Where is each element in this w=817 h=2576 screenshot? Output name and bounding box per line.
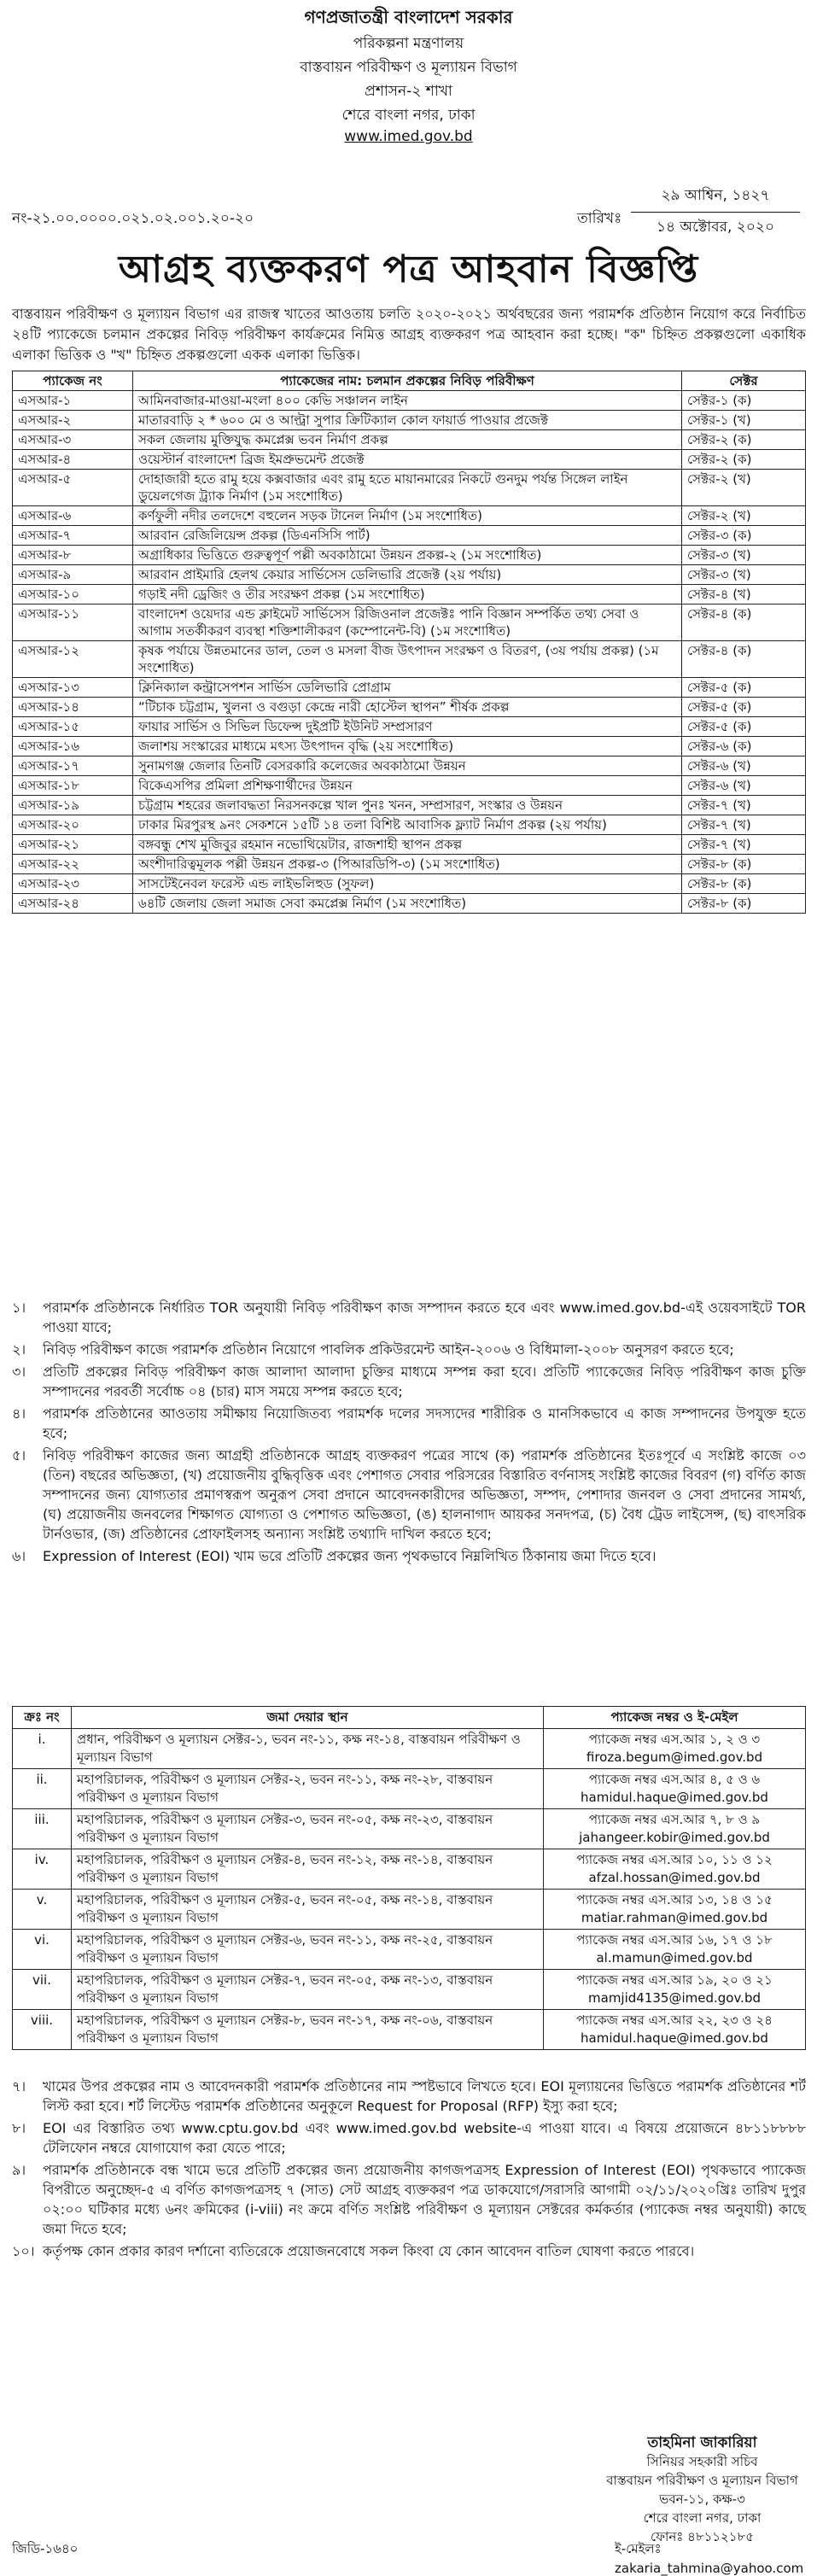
note-text: Expression of Interest (EOI) খাম ভরে প্রতিটি প্রকল্পের জন্য পৃথকভাবে নিম্নলিখিত ঠিকানায় জমা দিতে হবে। [43, 1548, 657, 1564]
submission-serial: vii. [13, 1970, 72, 2010]
note-text: কর্তৃপক্ষ কোন প্রকার কারণ দর্শানো ব্যতিরেকে প্রয়োজনবোধে সকল কিংবা যে কোন আবেদন বাতিল ঘোষণা করতে পারবে। [43, 2243, 695, 2259]
package-sector: সেক্টর-২ (ক) [682, 450, 806, 470]
submission-location: মহাপরিচালক, পরিবীক্ষণ ও মূল্যায়ন সেক্টর-৪, ভবন নং-১২, কক্ষ নং-১৪, বাস্তবায়ন পরিবীক্ষণ ও মূল্যায়ন বিভাগ [72, 1849, 544, 1890]
package-no: এসআর-১৭ [13, 756, 133, 776]
submission-package: প্যাকেজ নম্বর এস.আর ১০, ১১ ও ১২ [576, 1852, 773, 1867]
submission-serial: iv. [13, 1849, 72, 1890]
package-table-header [13, 371, 806, 391]
submission-location: মহাপরিচালক, পরিবীক্ষণ ও মূল্যায়ন সেক্টর-৭, ভবন নং-০৫, কক্ষ নং-১৩, বাস্তবায়ন পরিবীক্ষণ ও মূল্যায়ন বিভাগ [72, 1970, 544, 2010]
note-item [12, 1362, 806, 1401]
package-name: অগ্রাধিকার ভিত্তিতে গুরুত্বপূর্ণ পল্লী অবকাঠামো উন্নয়ন প্রকল্প-২ (১ম সংশোধিত) [133, 546, 682, 565]
note-number: ১। [12, 1300, 26, 1316]
note-item [12, 2160, 806, 2239]
package-sector: সেক্টর-৭ (খ) [682, 835, 806, 855]
date-label: তারিখঃ [577, 210, 622, 227]
col-package-name: প্যাকেজের নাম: চলমান প্রকল্পের নিবিড় পরিবীক্ষণ [133, 371, 682, 391]
package-sector: সেক্টর-৪ (ক) [682, 641, 806, 678]
package-sector: সেক্টর-১ (ক) [682, 391, 806, 411]
package-sector: সেক্টর-৩ (খ) [682, 565, 806, 585]
package-no: এসআর-১৬ [13, 737, 133, 756]
signatory-address: শেরে বাংলা নগর, ঢাকা [643, 2510, 762, 2526]
package-no: এসআর-৭ [13, 526, 133, 546]
note-text: পরামর্শক প্রতিষ্ঠানের আওতায় সমীক্ষায় নিয়োজিতব্য পরামর্শক দলের সদস্যদের শারীরিক ও মানসিকভাবে এ কাজ সম্পাদনের উপযুক্ত হতে হবে; [43, 1405, 806, 1441]
submission-row [13, 2010, 806, 2050]
package-sector: সেক্টর-২ (খ) [682, 470, 806, 506]
submission-location: মহাপরিচালক, পরিবীক্ষণ ও মূল্যায়ন সেক্টর-৩, ভবন নং-০৫, কক্ষ নং-২৩, বাস্তবায়ন পরিবীক্ষণ ও মূল্যায়ন বিভাগ [72, 1809, 544, 1849]
note-item [12, 1404, 806, 1443]
package-row [13, 855, 806, 874]
ministry-heading: পরিকল্পনা মন্ত্রণালয় [353, 35, 464, 52]
submission-email-link[interactable]: hamidul.haque@imed.gov.bd [581, 1790, 768, 1805]
package-table [12, 371, 806, 914]
signatory-name: তাহমিনা জাকারিয়া [647, 2434, 757, 2451]
submission-location: মহাপরিচালক, পরিবীক্ষণ ও মূল্যায়ন সেক্টর-৫, ভবন নং-০৫, কক্ষ নং-১৪, বাস্তবায়ন পরিবীক্ষণ ও মূল্যায়ন বিভাগ [72, 1890, 544, 1930]
package-no: এসআর-২০ [13, 815, 133, 835]
package-no: এসআর-৪ [13, 450, 133, 470]
website-link[interactable]: www.imed.gov.bd [344, 128, 473, 145]
note-text: নিবিড় পরিবীক্ষণ কাজে পরামর্শক প্রতিষ্ঠান নিয়োগে পাবলিক প্রকিউরমেন্ট আইন-২০০৬ ও বিধিমালা-২০০৮ অনুসরণ করতে হবে; [43, 1341, 734, 1358]
package-row [13, 796, 806, 815]
submission-package: প্যাকেজ নম্বর এস.আর ১৬, ১৭ ও ১৮ [576, 1932, 773, 1948]
note-text: পরামর্শক প্রতিষ্ঠানকে বন্ধ খামে ভরে প্রতিটি প্রকল্পের জন্য প্রয়োজনীয় কাগজপত্রসহ Expression of Interest (EOI) পৃথকভাবে প্যাকেজ বিপরীতে অনুচ্ছেদ-৫ এ বর্ণিত কাগজপত্রসহ ৭ (সাত) সেট আগ্রহ ব্যক্তকরণ পত্র ডাকযোগে/সরাসরি আগামী ০২/১১/২০২০খ্রিঃ তারিখ দুপুর ০২:০০ ঘটিকার মধ্যে ৬নং ক্রমিকের (i-viii) নং ক্রমে বর্ণিত সংশ্লিষ্ট পরিবীক্ষণ ও মূল্যায়ন সেক্টরের কর্মকর্তার (প্যাকেজ নম্বর অনুযায়ী) কাছে জমা দিতে হবে; [43, 2162, 806, 2237]
memo-number: নং-২১.০০.০০০০.০২১.০২.০০১.২০-২০ [12, 210, 254, 227]
package-sector: সেক্টর-১ (খ) [682, 411, 806, 430]
package-name: আরবান রেজিলিয়েন্স প্রকল্প (ডিএনসিসি পার্ট) [133, 526, 682, 546]
package-sector: সেক্টর-৩ (ক) [682, 526, 806, 546]
submission-serial: viii. [13, 2010, 72, 2050]
submission-email-link[interactable]: mamjid4135@imed.gov.bd [588, 1990, 761, 2006]
package-name: দোহাজারী হতে রামু হয়ে কক্সবাজার এবং রামু হতে মায়ানমারের নিকটে গুনদুম পর্যন্ত সিঙ্গেল লাইন ডুয়েলগেজ ট্র্যাক নির্মাণ (১ম সংশোধিত) [133, 470, 682, 506]
package-row [13, 526, 806, 546]
signature-block [598, 2433, 807, 2546]
note-number: ৪। [12, 1405, 26, 1422]
branch-heading: প্রশাসন-২ শাখা [365, 83, 452, 100]
package-sector: সেক্টর-৮ (ক) [682, 855, 806, 874]
signatory-designation: সিনিয়র সহকারী সচিব [646, 2454, 758, 2469]
notes-list-2 [12, 2077, 806, 2263]
package-sector: সেক্টর-৬ (খ) [682, 756, 806, 776]
package-row [13, 737, 806, 756]
package-row [13, 430, 806, 450]
package-no: এসআর-১২ [13, 641, 133, 678]
package-row [13, 470, 806, 506]
submission-package: প্যাকেজ নম্বর এস.আর ১৯, ২০ ও ২১ [576, 1972, 773, 1988]
note-item [12, 2077, 806, 2116]
note-number: ৮। [12, 2120, 26, 2136]
package-row [13, 678, 806, 698]
submission-package-cell [544, 1970, 806, 2010]
package-name: ক্লিনিক্যাল কন্ট্রাসেপশন সার্ভিস ডেলিভারি প্রোগ্রাম [133, 678, 682, 698]
col-package-no: প্যাকেজ নং [13, 371, 133, 391]
package-sector: সেক্টর-৫ (ক) [682, 678, 806, 698]
submission-table-header [13, 1707, 806, 1729]
submission-package-cell [544, 1769, 806, 1809]
submission-package: প্যাকেজ নম্বর এস.আর ১, ২ ও ৩ [588, 1732, 761, 1747]
package-no: এসআর-১০ [13, 585, 133, 605]
package-row [13, 776, 806, 796]
col-package-email: প্যাকেজ নম্বর ও ই-মেইল [544, 1707, 806, 1729]
signatory-office: বাস্তবায়ন পরিবীক্ষণ ও মূল্যায়ন বিভাগ [606, 2473, 798, 2488]
col-sector: সেক্টর [682, 371, 806, 391]
package-sector: সেক্টর-৫ (ক) [682, 717, 806, 737]
package-name: ওয়েস্টার্ন বাংলাদেশ ব্রিজ ইমপ্রুভমেন্ট প্রজেক্ট [133, 450, 682, 470]
package-no: এসআর-১৩ [13, 678, 133, 698]
package-row [13, 835, 806, 855]
submission-row [13, 1729, 806, 1769]
note-number: ৭। [12, 2078, 26, 2094]
package-row [13, 450, 806, 470]
package-name: জলাশয় সংস্কারের মাধ্যমে মৎস্য উৎপাদন বৃদ্ধি (২য় সংশোধিত) [133, 737, 682, 756]
package-sector: সেক্টর-৫ (ক) [682, 698, 806, 717]
submission-row [13, 1809, 806, 1849]
package-sector: সেক্টর-৮ (ক) [682, 894, 806, 914]
submission-row [13, 1849, 806, 1890]
note-text: নিবিড় পরিবীক্ষণ কাজের জন্য আগ্রহী প্রতিষ্ঠানকে আগ্রহ ব্যক্তকরণ পত্রের সাথে (ক) পরামর্শক প্রতিষ্ঠানের ইতঃপূর্বে এ সংশ্লিষ্ট কাজে ০৩ (তিন) বছরের অভিজ্ঞতা, (খ) প্রয়োজনীয় বুদ্ধিবৃত্তিক এবং পেশাগত সেবার পরিসরের বিস্তারিত বর্ণনাসহ সংশ্লিষ্ট কাজের বিবরণ (গ) বর্ণিত কাজ সম্পাদনের জন্য যোগ্যতার প্রমাণস্বরূপ অনুরূপ সেবা প্রদানে আবেদনকারীদের অভিজ্ঞতা, সম্পদ, পেশাদার জনবল ও সেবা প্রদানের সামর্থ্য, (ঘ) প্রয়োজনীয় জনবলের শিক্ষাগত যোগ্যতা ও পেশাগত অভিজ্ঞতা, (ঙ) হালনাগাদ আয়কর সনদপত্র, (চ) বৈধ ট্রেড লাইসেন্স, (ছ) বাৎসরিক টার্নওভার, (জ) প্রতিষ্ঠানের প্রোফাইলসহ অন্যান্য সংশ্লিষ্ট তথ্যাদি দাখিল করতে হবে; [43, 1447, 806, 1542]
package-no: এসআর-১১ [13, 605, 133, 641]
package-name: বঙ্গবন্ধু শেখ মুজিবুর রহমান নভোথিয়েটার, রাজশাহী স্থাপন প্রকল্প [133, 835, 682, 855]
package-no: এসআর-৫ [13, 470, 133, 506]
submission-location: মহাপরিচালক, পরিবীক্ষণ ও মূল্যায়ন সেক্টর-৮, ভবন নং-১৭, কক্ষ নং-০৬, বাস্তবায়ন পরিবীক্ষণ ও মূল্যায়ন বিভাগ [72, 2010, 544, 2050]
submission-serial: v. [13, 1890, 72, 1930]
package-row [13, 585, 806, 605]
package-no: এসআর-২৪ [13, 894, 133, 914]
package-sector: সেক্টর-২ (ক) [682, 430, 806, 450]
submission-package-cell [544, 1849, 806, 1890]
package-name: বিকেএসপির প্রমিলা প্রশিক্ষণার্থীদের উন্নয়ন [133, 776, 682, 796]
package-name: চট্টগ্রাম শহরের জলাবদ্ধতা নিরসনকল্পে খাল পুনঃ খনন, সম্প্রসারণ, সংস্কার ও উন্নয়ন [133, 796, 682, 815]
date-english: ১৪ অক্টোবর, ২০২০ [656, 219, 775, 236]
package-no: এসআর-২১ [13, 835, 133, 855]
package-no: এসআর-১ [13, 391, 133, 411]
package-row [13, 411, 806, 430]
submission-package-cell [544, 2010, 806, 2050]
package-name: আরবান প্রাইমারি হেলথ কেয়ার সার্ভিসেস ডেলিভারি প্রজেক্ট (২য় পর্যায়) [133, 565, 682, 585]
submission-email-link[interactable]: hamidul.haque@imed.gov.bd [581, 2030, 768, 2046]
note-item [12, 2118, 806, 2158]
signatory-building: ভবন-১১, কক্ষ-৩ [659, 2491, 745, 2507]
submission-email-link[interactable]: jahangeer.kobir@imed.gov.bd [579, 1830, 770, 1845]
package-no: এসআর-৮ [13, 546, 133, 565]
package-sector: সেক্টর-৪ (খ) [682, 585, 806, 605]
package-no: এসআর-৬ [13, 506, 133, 526]
package-name: “টিচাক চট্টগ্রাম, খুলনা ও বগুড়া কেন্দ্রে নারী হোস্টেল স্থাপন” শীর্ষক প্রকল্প [133, 698, 682, 717]
package-name: মাতারবাড়ি ২ * ৬০০ মে ও আল্ট্রা সুপার ক্রিটিক্যাল কোল ফায়ার্ড পাওয়ার প্রজেক্ট [133, 411, 682, 430]
package-row [13, 894, 806, 914]
note-text: পরামর্শক প্রতিষ্ঠানকে নির্ধারিত TOR অনুযায়ী নিবিড় পরিবীক্ষণ কাজ সম্পাদন করতে হবে এবং www.imed.gov.bd-এই ওয়েবসাইটে TOR পাওয়া যাবে; [43, 1300, 806, 1335]
package-no: এসআর-১৫ [13, 717, 133, 737]
notice-title: আগ্রহ ব্যক্তকরণ পত্র আহবান বিজ্ঞপ্তি [118, 248, 699, 291]
submission-package-cell [544, 1890, 806, 1930]
package-no: এসআর-২ [13, 411, 133, 430]
package-no: এসআর-৯ [13, 565, 133, 585]
package-no: এসআর-১৯ [13, 796, 133, 815]
gd-number: জিডি-১৬৪০ [12, 2541, 79, 2556]
submission-serial: ii. [13, 1769, 72, 1809]
package-row [13, 391, 806, 411]
submission-row [13, 1970, 806, 2010]
note-item [12, 1546, 806, 1566]
note-item [12, 1446, 806, 1544]
package-sector: সেক্টর-৮ (ক) [682, 874, 806, 894]
package-row [13, 756, 806, 776]
package-name: বাংলাদেশ ওয়েদার এন্ড ক্লাইমেট সার্ভিসেস রিজিওনাল প্রজেক্টঃ পানি বিজ্ঞান সম্পর্কিত তথ্য সেবা ও আগাম সতর্কীকরণ ব্যবস্থা শক্তিশালীকরণ (কম্পোনেন্ট-বি) (১ম সংশোধিত) [133, 605, 682, 641]
note-number: ৩। [12, 1364, 26, 1380]
package-row [13, 874, 806, 894]
submission-package: প্যাকেজ নম্বর এস.আর ৪, ৫ ও ৬ [588, 1772, 761, 1787]
package-name: সকল জেলায় মুক্তিযুদ্ধ কমপ্লেক্স ভবন নির্মাণ প্রকল্প [133, 430, 682, 450]
date-bangla: ২৯ আশ্বিন, ১৪২৭ [661, 187, 770, 204]
package-sector: সেক্টর-৪ (ক) [682, 605, 806, 641]
submission-table [12, 1706, 806, 2050]
submission-email-link[interactable]: firoza.begum@imed.gov.bd [586, 1749, 763, 1765]
package-name: আমিনবাজার-মাওয়া-মংলা ৪০০ কেভি সঞ্চালন লাইন [133, 391, 682, 411]
note-number: ৫। [12, 1447, 26, 1463]
submission-email-link[interactable]: matiar.rahman@imed.gov.bd [581, 1910, 768, 1925]
note-number: ৯। [12, 2162, 26, 2178]
submission-serial: iii. [13, 1809, 72, 1849]
submission-package-cell [544, 1930, 806, 1970]
package-name: ঢাকার মিরপুরস্থ ৯নং সেকশনে ১৫টি ১৪ তলা বিশিষ্ট আবাসিক ফ্ল্যাট নির্মাণ প্রকল্প (২য় পর্যায়) [133, 815, 682, 835]
package-row [13, 605, 806, 641]
package-name: অংশীদারিত্বমূলক পল্লী উন্নয়ন প্রকল্প-৩ (পিআরডিপি-৩) (১ম সংশোধিত) [133, 855, 682, 874]
submission-row [13, 1890, 806, 1930]
submission-serial: i. [13, 1729, 72, 1769]
submission-location: মহাপরিচালক, পরিবীক্ষণ ও মূল্যায়ন সেক্টর-২, ভবন নং-১১, কক্ষ নং-২৮, বাস্তবায়ন পরিবীক্ষণ ও মূল্যায়ন বিভাগ [72, 1769, 544, 1809]
package-row [13, 641, 806, 678]
submission-row [13, 1769, 806, 1809]
submission-package: প্যাকেজ নম্বর এস.আর ৭, ৮ ও ৯ [588, 1812, 761, 1827]
package-sector: সেক্টর-৬ (ক) [682, 737, 806, 756]
submission-package-cell [544, 1729, 806, 1769]
package-sector: সেক্টর-৬ (খ) [682, 776, 806, 796]
package-no: এসআর-২২ [13, 855, 133, 874]
note-item [12, 2241, 806, 2261]
note-number: ৬। [12, 1548, 26, 1564]
submission-serial: vi. [13, 1930, 72, 1970]
submission-package-cell [544, 1809, 806, 1849]
note-number: ২। [12, 1341, 26, 1358]
package-name: ফায়ার সার্ভিস ও সিভিল ডিফেন্স দুইপ্রটি ইউনিট সম্প্রসারণ [133, 717, 682, 737]
submission-package: প্যাকেজ নম্বর এস.আর ২২, ২৩ ও ২৪ [576, 2012, 773, 2028]
note-item [12, 1340, 806, 1359]
package-no: এসআর-১৪ [13, 698, 133, 717]
date-block [626, 184, 805, 240]
signatory-email: ই-মেইলঃ zakaria_tahmina@yahoo.com [615, 2541, 804, 2576]
package-no: এসআর-২৩ [13, 874, 133, 894]
package-no: এসআর-১৮ [13, 776, 133, 796]
signatory-phone: ফোনঃ ৪৮১১২১৮৫ [650, 2529, 754, 2544]
package-name: সাসটেইনেবল ফরেস্ট এন্ড লাইভলিহুড (সুফল) [133, 874, 682, 894]
intro-paragraph: বাস্তবায়ন পরিবীক্ষণ ও মূল্যায়ন বিভাগ এর রাজস্ব খাতের আওতায় চলতি ২০২০-২০২১ অর্থবছরের জন্য পরামর্শক প্রতিষ্ঠান নিয়োগ করে নির্বাচিত ২৪টি প্যাকেজে চলমান প্রকল্পের নিবিড় পরিবীক্ষণ কার্যক্রমের নিমিত্ত আগ্রহ ব্যক্তকরণ পত্র আহবান করা হচ্ছে। "ক" চিহ্নিত প্রকল্পগুলো একাধিক এলাকা ভিত্তিক ও "খ" চিহ্নিত প্রকল্পগুলো একক এলাকা ভিত্তিক। [12, 306, 806, 363]
col-location: জমা দেয়ার স্থান [72, 1707, 544, 1729]
note-number: ১০। [12, 2243, 35, 2259]
package-name: কৃষক পর্যায়ে উন্নতমানের ডাল, তেল ও মসলা বীজ উৎপাদন সংরক্ষণ ও বিতরণ, (৩য় পর্যায় প্রকল্প) (১ম সংশোধিত) [133, 641, 682, 678]
submission-package: প্যাকেজ নম্বর এস.আর ১৩, ১৪ ও ১৫ [576, 1892, 773, 1907]
note-text: খামের উপর প্রকল্পের নাম ও আবেদনকারী পরামর্শক প্রতিষ্ঠানের নাম স্পষ্টভাবে লিখতে হবে। EOI মূল্যায়নের ভিত্তিতে পরামর্শক প্রতিষ্ঠানের শর্ট লিস্ট করা হবে। শর্ট লিস্টেড পরামর্শক প্রতিষ্ঠানের অনুকূলে Request for Proposal (RFP) ইস্যু করা হবে; [43, 2078, 806, 2114]
package-no: এসআর-৩ [13, 430, 133, 450]
package-row [13, 546, 806, 565]
submission-table-body [13, 1729, 806, 2050]
package-sector: সেক্টর-২ (খ) [682, 506, 806, 526]
package-name: সুনামগঞ্জ জেলার তিনটি বেসরকারি কলেজের অবকাঠামো উন্নয়ন [133, 756, 682, 776]
note-text: প্রতিটি প্রকল্পের নিবিড় পরিবীক্ষণ কাজ আলাদা আলাদা চুক্তির মাধ্যমে সম্পন্ন করা হবে। প্রতিটি প্যাকেজের নিবিড় পরিবীক্ষণ কাজ চুক্তি সম্পাদনের পরবর্তী সর্বোচ্চ ০৪ (চার) মাস সময়ে সম্পন্ন করতে হবে; [43, 1364, 806, 1399]
package-name: কর্ণফুলী নদীর তলদেশে বহুলেন সড়ক টানেল নির্মাণ (১ম সংশোধিত) [133, 506, 682, 526]
division-heading: বাস্তবায়ন পরিবীক্ষণ ও মূল্যায়ন বিভাগ [300, 59, 517, 76]
submission-location: প্রধান, পরিবীক্ষণ ও মূল্যায়ন সেক্টর-১, ভবন নং-১১, কক্ষ নং-১৪, বাস্তবায়ন পরিবীক্ষণ ও মূল্যায়ন বিভাগ [72, 1729, 544, 1769]
package-row [13, 565, 806, 585]
note-text: EOI এর বিস্তারিত তথ্য www.cptu.gov.bd এবং www.imed.gov.bd website-এ পাওয়া যাবে। এ বিষয়ে প্রয়োজনে ৪৮১১৮৮৮৮ টেলিফোন নম্বরে যোগাযোগ করা যেতে পারে; [43, 2120, 806, 2156]
package-table-body [13, 391, 806, 914]
package-name: ৬৪টি জেলায় জেলা সমাজ সেবা কমপ্লেক্স নির্মাণ (১ম সংশোধিত) [133, 894, 682, 914]
government-heading: গণপ্রজাতন্ত্রী বাংলাদেশ সরকার [304, 7, 513, 27]
submission-location: মহাপরিচালক, পরিবীক্ষণ ও মূল্যায়ন সেক্টর-৬, ভবন নং-১১, কক্ষ নং-২৫, বাস্তবায়ন পরিবীক্ষণ ও মূল্যায়ন বিভাগ [72, 1930, 544, 1970]
submission-row [13, 1930, 806, 1970]
package-name: গড়াই নদী ড্রেজিং ও তীর সংরক্ষণ প্রকল্প (১ম সংশোধিত) [133, 585, 682, 605]
note-item [12, 1298, 806, 1337]
address-heading: শেরে বাংলা নগর, ঢাকা [341, 107, 476, 124]
notes-list [12, 1298, 806, 1568]
date-divider [631, 212, 800, 213]
col-serial: ক্রঃ নং [13, 1707, 72, 1729]
package-sector: সেক্টর-৭ (খ) [682, 815, 806, 835]
package-row [13, 815, 806, 835]
submission-email-link[interactable]: afzal.hossan@imed.gov.bd [588, 1870, 761, 1885]
package-row [13, 506, 806, 526]
submission-email-link[interactable]: al.mamun@imed.gov.bd [596, 1950, 753, 1966]
package-row [13, 717, 806, 737]
package-sector: সেক্টর-৭ (খ) [682, 796, 806, 815]
package-sector: সেক্টর-৩ (খ) [682, 546, 806, 565]
package-row [13, 698, 806, 717]
